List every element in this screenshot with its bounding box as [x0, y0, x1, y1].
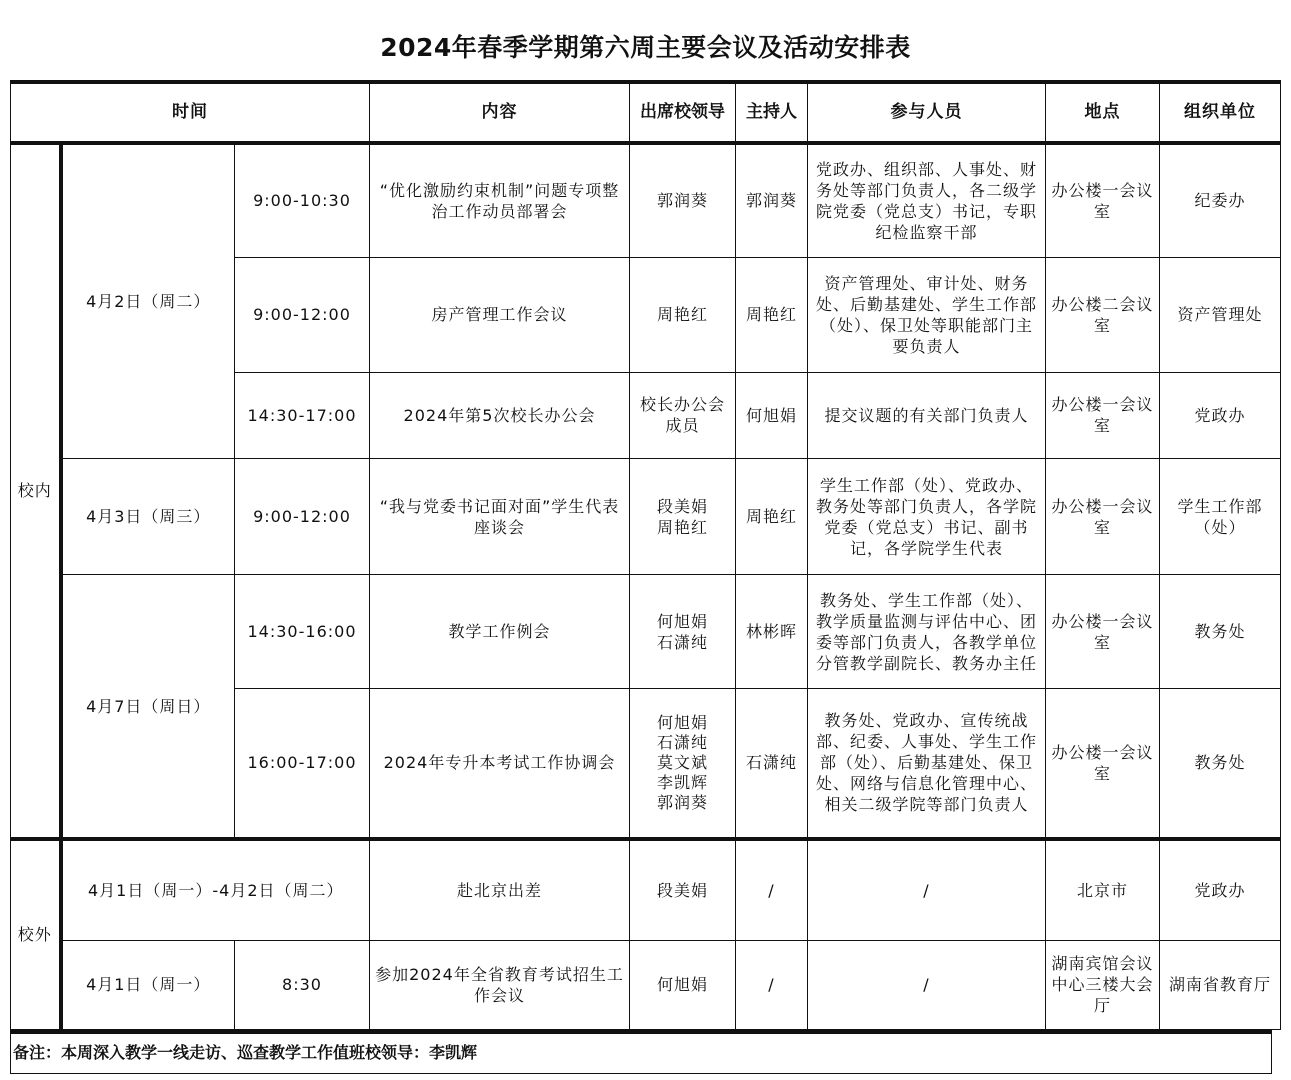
table-row: [11, 458, 1281, 575]
host-cell: 郭润葵: [736, 143, 808, 258]
header-row: [11, 82, 1281, 143]
organizer-cell: 资产管理处: [1160, 257, 1281, 372]
location-cell: 办公楼一会议室: [1046, 458, 1160, 575]
time-cell: 14:30-17:00: [235, 372, 370, 458]
participants-cell: 教务处、党政办、宣传统战部、纪委、人事处、学生工作部（处）、后勤基建处、保卫处、网络与信息化管理中心、相关二级学院等部门负责人: [808, 689, 1046, 839]
header-content: 内容: [370, 82, 630, 143]
leader-cell: 何旭娟 石潇纯: [630, 575, 736, 689]
location-cell: 办公楼一会议室: [1046, 372, 1160, 458]
leader-cell: 何旭娟: [630, 940, 736, 1029]
table-row: [11, 575, 1281, 689]
day-cell: 4月7日（周日）: [61, 575, 235, 839]
organizer-cell: 教务处: [1160, 689, 1281, 839]
organizer-cell: 学生工作部（处）: [1160, 458, 1281, 575]
host-cell: 周艳红: [736, 458, 808, 575]
content-cell: 2024年专升本考试工作协调会: [370, 689, 630, 839]
location-cell: 办公楼一会议室: [1046, 689, 1160, 839]
participants-cell: 资产管理处、审计处、财务处、后勤基建处、学生工作部（处）、保卫处等职能部门主要负责人: [808, 257, 1046, 372]
content-cell: 教学工作例会: [370, 575, 630, 689]
day-cell: 4月1日（周一）-4月2日（周二）: [61, 839, 370, 940]
organizer-cell: 纪委办: [1160, 143, 1281, 258]
participants-cell: /: [808, 839, 1046, 940]
leader-cell: 何旭娟 石潇纯 莫文斌 李凯辉 郭润葵: [630, 689, 736, 839]
category-inside: 校内: [11, 143, 61, 839]
time-cell: 8:30: [235, 940, 370, 1029]
table-row: [11, 143, 1281, 258]
content-cell: “我与党委书记面对面”学生代表座谈会: [370, 458, 630, 575]
location-cell: 湖南宾馆会议中心三楼大会厅: [1046, 940, 1160, 1029]
time-cell: 9:00-10:30: [235, 143, 370, 258]
host-cell: 何旭娟: [736, 372, 808, 458]
content-cell: 房产管理工作会议: [370, 257, 630, 372]
time-cell: 9:00-12:00: [235, 257, 370, 372]
host-cell: 林彬晖: [736, 575, 808, 689]
leader-cell: 周艳红: [630, 257, 736, 372]
table-row: [11, 940, 1281, 1029]
organizer-cell: 湖南省教育厅: [1160, 940, 1281, 1029]
header-organizer: 组织单位: [1160, 82, 1281, 143]
time-cell: 14:30-16:00: [235, 575, 370, 689]
host-cell: /: [736, 839, 808, 940]
time-cell: 16:00-17:00: [235, 689, 370, 839]
table-row: [11, 839, 1281, 940]
host-cell: 石潇纯: [736, 689, 808, 839]
participants-cell: 党政办、组织部、人事处、财务处等部门负责人，各二级学院党委（党总支）书记，专职纪检监察干部: [808, 143, 1046, 258]
content-cell: “优化激励约束机制”问题专项整治工作动员部署会: [370, 143, 630, 258]
leader-cell: 段美娟 周艳红: [630, 458, 736, 575]
location-cell: 办公楼一会议室: [1046, 575, 1160, 689]
content-cell: 赴北京出差: [370, 839, 630, 940]
participants-cell: 提交议题的有关部门负责人: [808, 372, 1046, 458]
host-cell: 周艳红: [736, 257, 808, 372]
leader-cell: 郭润葵: [630, 143, 736, 258]
participants-cell: 学生工作部（处）、党政办、教务处等部门负责人，各学院党委（党总支）书记、副书记，各学院学生代表: [808, 458, 1046, 575]
day-cell: 4月2日（周二）: [61, 143, 235, 458]
host-cell: /: [736, 940, 808, 1029]
day-cell: 4月1日（周一）: [61, 940, 235, 1029]
header-leader: 出席校领导: [630, 82, 736, 143]
schedule-table: [10, 80, 1281, 1030]
page-title: 2024年春季学期第六周主要会议及活动安排表: [380, 33, 911, 62]
content-cell: 参加2024年全省教育考试招生工作会议: [370, 940, 630, 1029]
leader-cell: 校长办公会成员: [630, 372, 736, 458]
leader-cell: 段美娟: [630, 839, 736, 940]
participants-cell: 教务处、学生工作部（处）、教学质量监测与评估中心、团委等部门负责人，各教学单位分管教学副院长、教务办主任: [808, 575, 1046, 689]
organizer-cell: 党政办: [1160, 372, 1281, 458]
organizer-cell: 教务处: [1160, 575, 1281, 689]
header-host: 主持人: [736, 82, 808, 143]
content-cell: 2024年第5次校长办公会: [370, 372, 630, 458]
time-cell: 9:00-12:00: [235, 458, 370, 575]
organizer-cell: 党政办: [1160, 839, 1281, 940]
participants-cell: /: [808, 940, 1046, 1029]
header-participants: 参与人员: [808, 82, 1046, 143]
day-cell: 4月3日（周三）: [61, 458, 235, 575]
location-cell: 北京市: [1046, 839, 1160, 940]
note-footer: 备注：本周深入教学一线走访、巡查教学工作值班校领导：李凯辉: [10, 1030, 1272, 1074]
location-cell: 办公楼一会议室: [1046, 143, 1160, 258]
header-time: 时间: [11, 82, 370, 143]
header-location: 地点: [1046, 82, 1160, 143]
location-cell: 办公楼二会议室: [1046, 257, 1160, 372]
category-outside: 校外: [11, 839, 61, 1030]
